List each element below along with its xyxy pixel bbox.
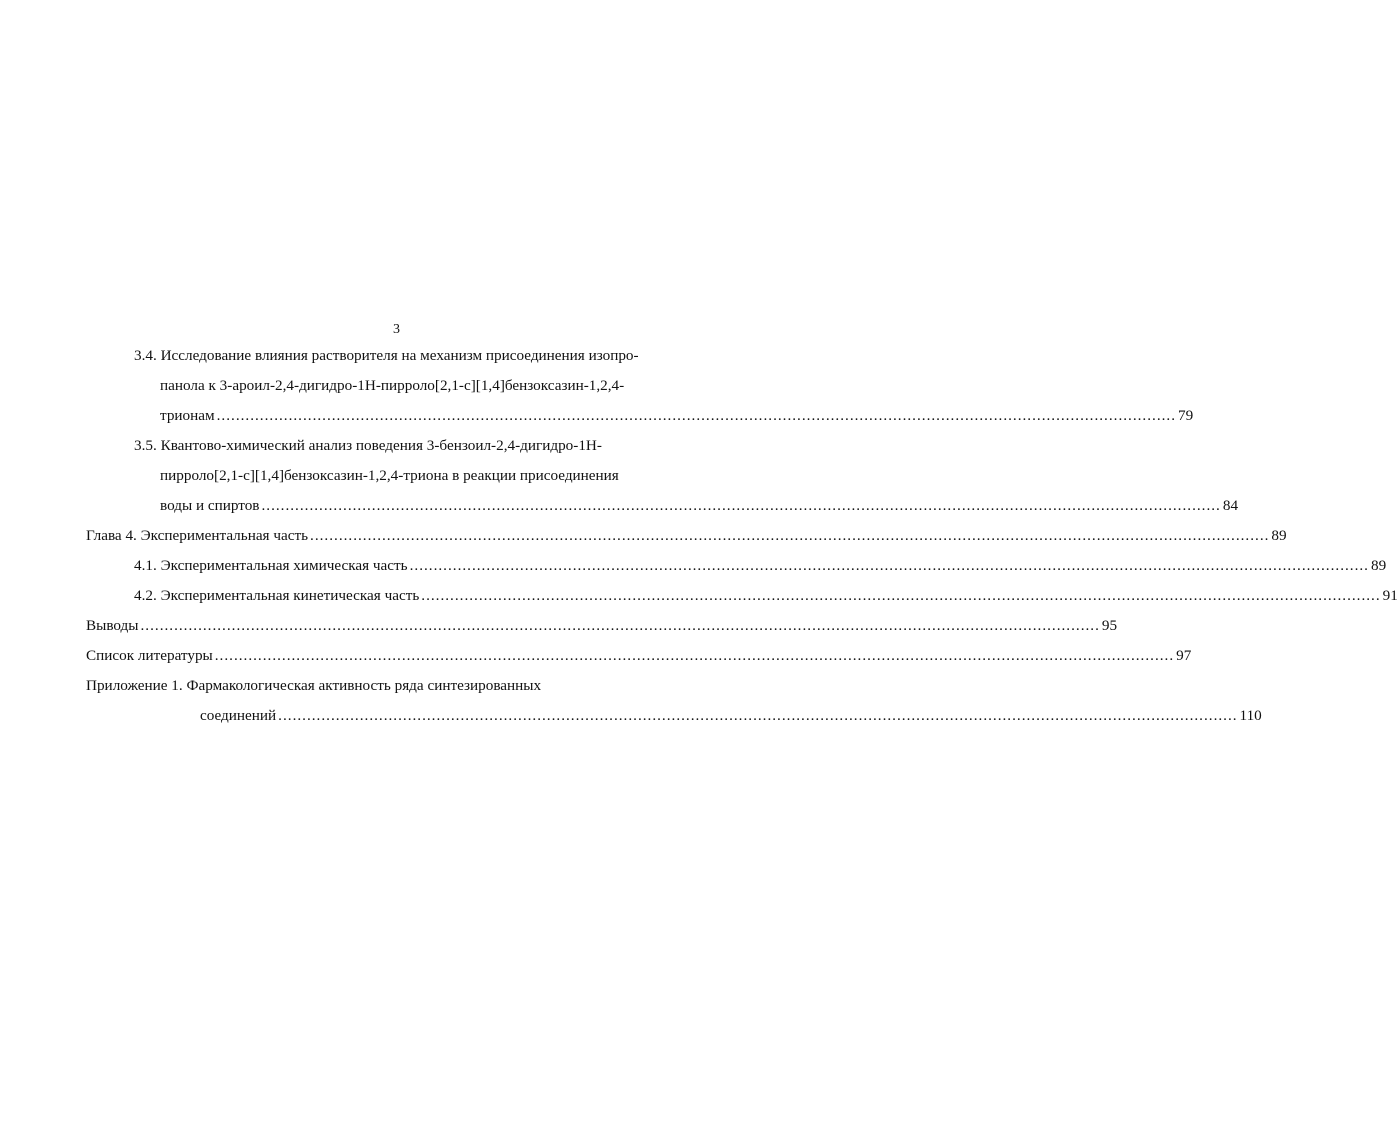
toc-entry-line: Приложение 1. Фармакологическая активность ряда синтезированных [86, 677, 542, 694]
toc-entry-title: Глава 4. Экспериментальная часть [86, 527, 309, 544]
toc-entry-last-line [86, 644, 1192, 668]
toc-entry-last-line [134, 554, 1387, 578]
toc-entry-line: 3.5. Квантово-химический анализ поведения 3-бензоил-2,4-дигидро-1Н- [134, 437, 602, 454]
dot-leader: ........................................................................................................................................................................................................ [140, 617, 1100, 634]
toc-entry-last-line [134, 584, 1398, 608]
toc-entry-last-line [86, 614, 1118, 638]
toc-entry-line: пирроло[2,1-c][1,4]бензоксазин-1,2,4-триона в реакции присоединения [160, 467, 619, 484]
dot-leader: ........................................................................................................................................................................................................ [421, 587, 1381, 604]
toc-entry-title: Выводы [86, 617, 139, 634]
dot-leader: ........................................................................................................................................................................................................ [409, 557, 1369, 574]
toc-entry-last-line [160, 404, 1194, 428]
page-number: 3 [393, 322, 400, 337]
toc-entry-last-line [160, 494, 1239, 518]
toc-page-number: 97 [1176, 647, 1192, 664]
dot-leader: ........................................................................................................................................................................................................ [214, 647, 1175, 664]
toc-page-number: 95 [1101, 617, 1118, 634]
toc-entry-title: 4.1. Экспериментальная химическая часть [134, 557, 408, 574]
toc-entry-title: воды и спиртов [160, 497, 260, 514]
toc-page-number: 79 [1178, 407, 1194, 424]
toc-entry-title: соединений [200, 707, 277, 724]
toc-entry-line: панола к 3-ароил-2,4-дигидро-1Н-пирроло[2,1-c][1,4]бензоксазин-1,2,4- [160, 377, 625, 394]
toc-entry-title: Список литературы [86, 647, 213, 664]
toc-page-number: 84 [1222, 497, 1239, 514]
dot-leader: ........................................................................................................................................................................................................ [310, 527, 1270, 544]
dot-leader: ........................................................................................................................................................................................................ [278, 707, 1238, 724]
dot-leader: ........................................................................................................................................................................................................ [216, 407, 1176, 424]
toc-page-number: 89 [1370, 557, 1387, 574]
toc-entry-title: 4.2. Экспериментальная кинетическая часть [134, 587, 420, 604]
toc-entry-title: трионам [160, 407, 215, 424]
toc-entry-line: 3.4. Исследование влияния растворителя на механизм присоединения изопро- [134, 347, 639, 364]
dot-leader: ........................................................................................................................................................................................................ [261, 497, 1221, 514]
toc-page-number: 91 [1382, 587, 1398, 604]
toc-page-number: 110 [1239, 707, 1262, 724]
toc-page-number: 89 [1271, 527, 1287, 544]
toc-entry-last-line [200, 704, 1262, 728]
toc-entry-last-line [86, 524, 1287, 548]
